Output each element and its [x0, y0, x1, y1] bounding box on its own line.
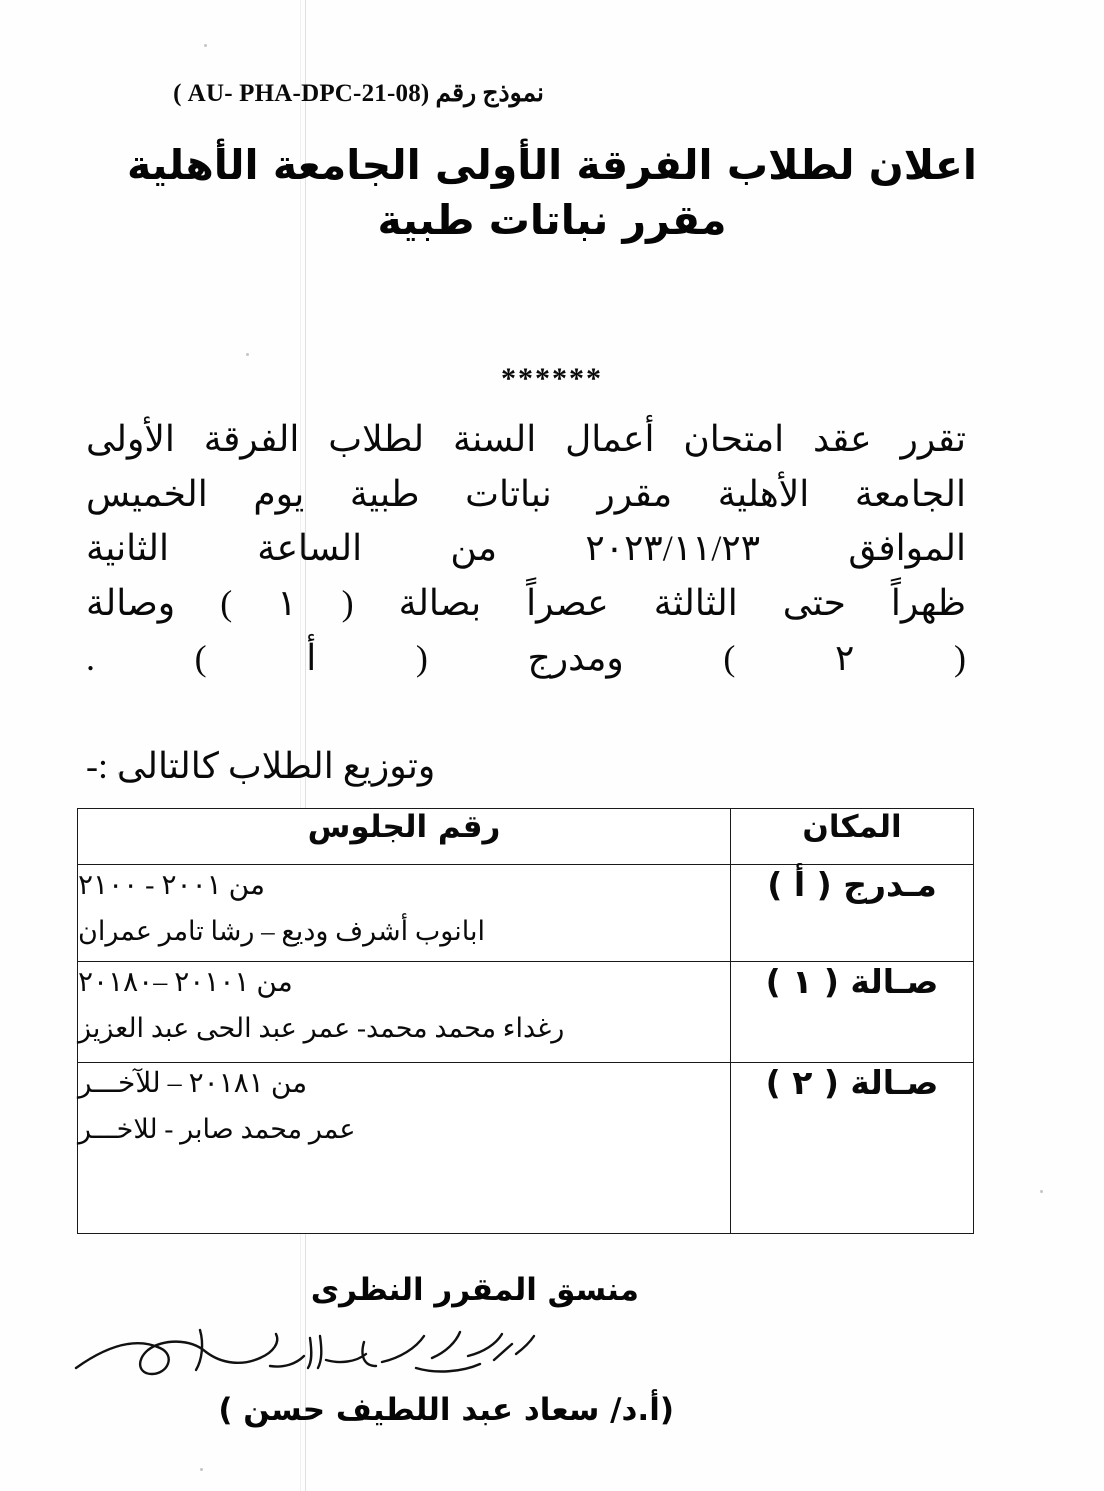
- seat-range-text: من ٢٠١٨١ – للآخـــر: [78, 1068, 308, 1099]
- cell-place: مـدرج ( أ ): [731, 865, 974, 962]
- column-header-place: المكان: [731, 809, 974, 865]
- table-row: [78, 962, 974, 1063]
- body-line-1: تقرر عقد امتحان أعمال السنة لطلاب الفرقة الأولى: [86, 419, 966, 459]
- seat-names-text: رغداء محمد محمد- عمر عبد الحى عبد العزيز: [78, 1013, 565, 1043]
- form-code-header: [173, 78, 544, 108]
- body-line-2: الجامعة الأهلية مقرر نباتات طبية يوم الخميس: [86, 473, 966, 514]
- page-title: [0, 138, 1104, 249]
- scan-speck: [200, 1468, 203, 1471]
- body-line-5: ( ٢ ) ومدرج ( أ ) .: [86, 637, 966, 678]
- cell-seat-range: [78, 865, 731, 962]
- cell-seat-range: [78, 962, 731, 1063]
- form-code-value: ( AU- PHA-DPC-21-08): [173, 80, 430, 107]
- title-line-1: اعلان لطلاب الفرقة الأولى الجامعة الأهلية: [127, 141, 977, 189]
- seat-range-text: من ٢٠١٠١ –٢٠١٨٠: [78, 967, 293, 998]
- cell-seat-range: [78, 1063, 731, 1234]
- seat-names-text: ابانوب أشرف وديع – رشا تامر عمران: [78, 916, 486, 946]
- table-row: [78, 865, 974, 962]
- distribution-intro-line: وتوزيع الطلاب كالتالى :-: [86, 746, 436, 786]
- seating-distribution-table: [77, 808, 974, 1234]
- cell-place: صـالة ( ١ ): [731, 962, 974, 1063]
- scan-speck: [204, 44, 207, 47]
- table-header-row: [78, 809, 974, 865]
- seat-names-text: عمر محمد صابر - للاخـــر: [78, 1114, 356, 1144]
- body-line-3: الموافق ٢٠٢٣/١١/٢٣ من الساعة الثانية: [86, 528, 966, 569]
- column-header-seat-number: رقم الجلوس: [78, 809, 731, 865]
- table-row: [78, 1063, 974, 1234]
- scan-speck: [1040, 1190, 1043, 1193]
- cell-place: صـالة ( ٢ ): [731, 1063, 974, 1234]
- handwritten-signature: [64, 1308, 544, 1400]
- coordinator-role-title: منسق المقرر النظرى: [310, 1272, 639, 1308]
- seat-range-text: من ٢٠٠١ - ٢١٠٠: [78, 870, 265, 901]
- announcement-body: [86, 412, 966, 686]
- scan-speck: [246, 353, 249, 356]
- title-line-2: مقرر نباتات طبية: [377, 196, 727, 245]
- body-line-4: ظهراً حتى الثالثة عصراً بصالة ( ١ ) وصالة: [86, 583, 966, 624]
- form-code-label: نموذج رقم: [435, 80, 544, 107]
- asterisk-separator: ******: [501, 362, 603, 395]
- coordinator-name: (أ.د/ سعاد عبد اللطيف حسن ): [218, 1392, 674, 1428]
